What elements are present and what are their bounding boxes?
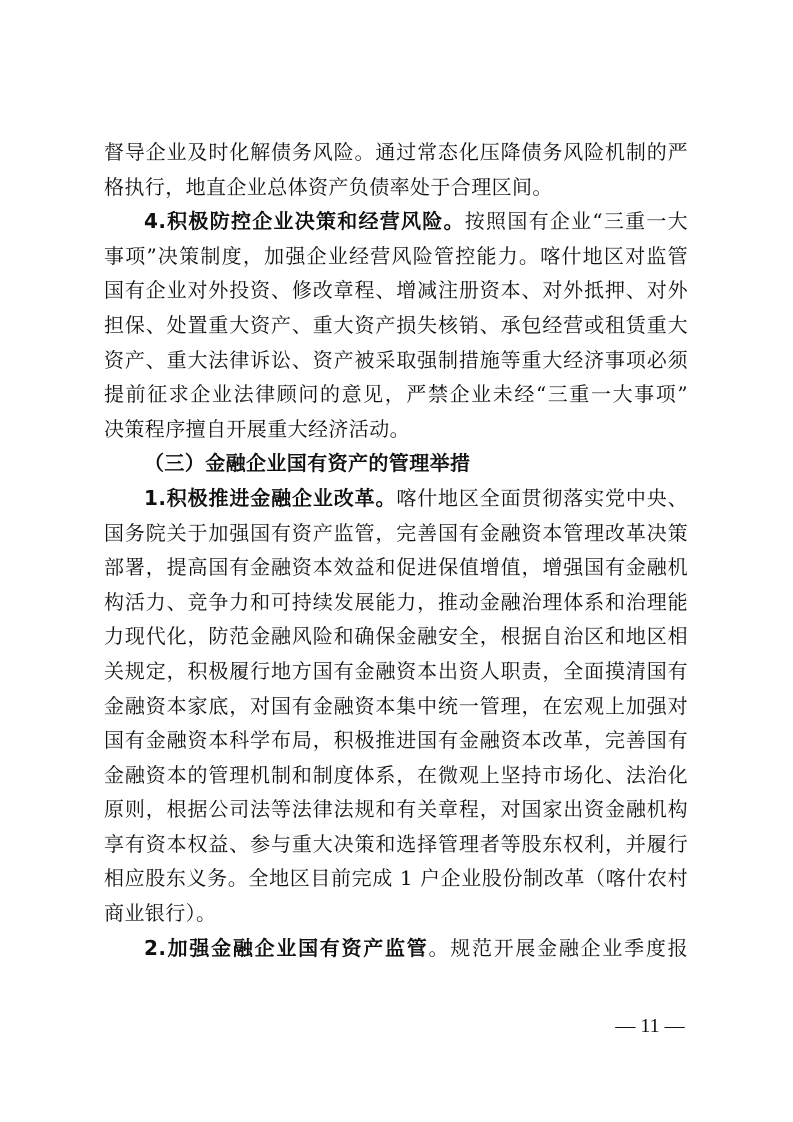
paragraph-line: 商业银行）。 xyxy=(104,901,217,926)
paragraph-line: 担保、处置重大资产、重大资产损失核销、承包经营或租赁重大 xyxy=(104,312,688,337)
paragraph-line: 金融资本家底，对国有金融资本集中统一管理，在宏观上加强对 xyxy=(104,693,688,718)
paragraph-line: 资产、重大法律诉讼、资产被采取强制措施等重大经济事项必须 xyxy=(104,347,688,372)
paragraph-line: 相应股东义务。全地区目前完成 1 户企业股份制改革（喀什农村 xyxy=(104,866,688,891)
paragraph-line: 提前征求企业法律顾问的意见，严禁企业未经“三重一大事项” xyxy=(104,382,688,407)
item-heading: 2.加强金融企业国有资产监管 xyxy=(144,935,429,960)
paragraph-line: 构活力、竞争力和可持续发展能力，推动金融治理体系和治理能 xyxy=(104,589,688,614)
paragraph-line: 享有资本权益、参与重大决策和选择管理者等股东权利，并履行 xyxy=(104,831,688,856)
item-heading: 1.积极推进金融企业改革。 xyxy=(144,485,397,510)
paragraph-line: 力现代化，防范金融风险和确保金融安全，根据自治区和地区相 xyxy=(104,624,688,649)
section-heading: （三）金融企业国有资产的管理举措 xyxy=(144,451,471,476)
document-body xyxy=(104,135,688,965)
item-text: 喀什地区全面贯彻落实党中央、 xyxy=(396,485,688,510)
paragraph-line: 部署，提高国有金融资本效益和促进保值增值，增强国有金融机 xyxy=(104,555,688,580)
paragraph-line: 金融资本的管理机制和制度体系，在微观上坚持市场化、法治化 xyxy=(104,762,688,787)
paragraph-line: 格执行，地直企业总体资产负债率处于合理区间。 xyxy=(104,174,553,199)
paragraph-line: 关规定，积极履行地方国有金融资本出资人职责，全面摸清国有 xyxy=(104,658,688,683)
paragraph-first-line xyxy=(104,481,688,516)
paragraph-line: 原则，根据公司法等法律法规和有关章程，对国家出资金融机构 xyxy=(104,797,688,822)
item-text: 按照国有企业“三重一大 xyxy=(464,209,688,234)
paragraph-line: 决策程序擅自开展重大经济活动。 xyxy=(104,416,410,441)
item-heading: 4.积极防控企业决策和经营风险。 xyxy=(144,209,465,234)
item-text: 。规范开展金融企业季度报 xyxy=(428,935,688,960)
paragraph-line: 督导企业及时化解债务风险。通过常态化压降债务风险机制的严 xyxy=(104,140,688,164)
page-number: — 11 — xyxy=(615,1015,685,1037)
paragraph-first-line xyxy=(104,931,688,966)
paragraph-line: 事项”决策制度，加强企业经营风险管控能力。喀什地区对监管 xyxy=(104,243,688,268)
paragraph-first-line xyxy=(104,204,688,239)
paragraph-line: 国有企业对外投资、修改章程、增减注册资本、对外抵押、对外 xyxy=(104,278,688,303)
paragraph-line: 国务院关于加强国有资产监管，完善国有金融资本管理改革决策 xyxy=(104,520,688,545)
paragraph-line: 国有金融资本科学布局，积极推进国有金融资本改革，完善国有 xyxy=(104,728,688,753)
